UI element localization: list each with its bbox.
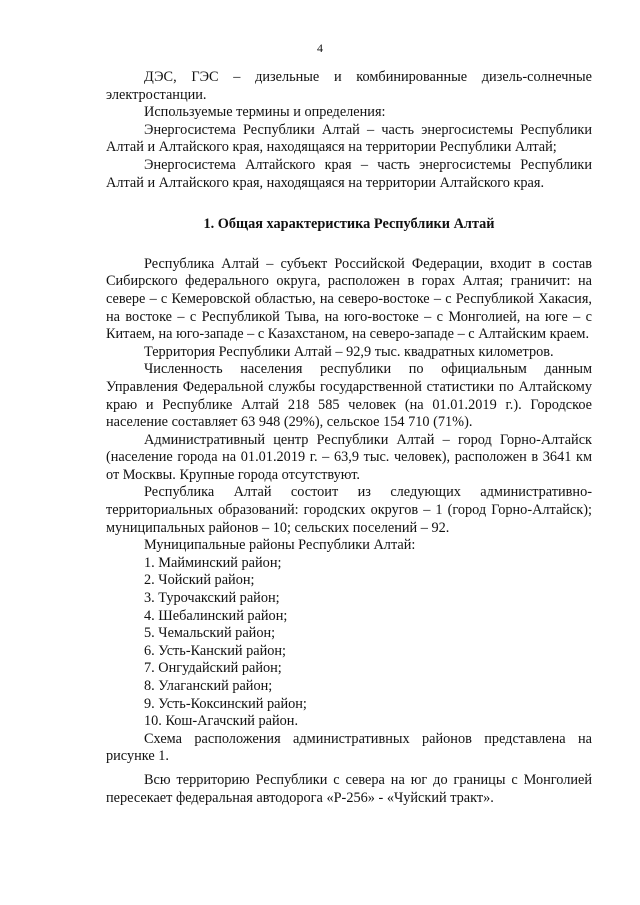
list-item: 4. Шебалинский район; [144,607,288,624]
list-item: 5. Чемальский район; [144,625,276,642]
section-paragraph: Республика Алтай – субъект Российской Федерации, входит в состав Сибирского федерального округа, расположен в горах Алтая; граничит: на севере – с Кемеровской областью, на северо-востоке – с Республикой Хакасия, на востоке – с Республикой Тыва, на юго-востоке – с Монголией, на юге – с Китаем, на юго-западе – с Казахстаном, на северо-западе – с Алтайским краем. [106,255,592,343]
closing-paragraph: Схема расположения административных районов представлена на рисунке 1. [106,730,592,765]
list-item: 3. Турочакский район; [144,590,280,607]
list-item: 6. Усть-Канский район; [144,642,287,659]
list-item: 10. Кош-Агачский район. [144,713,299,730]
list-item: 2. Чойский район; [144,572,255,589]
intro-paragraph: Энергосистема Алтайского края – часть энергосистемы Республики Алтай и Алтайского края, находящаяся на территории Алтайского края. [106,156,592,191]
section-paragraph: Численность населения республики по официальным данным Управления Федеральной службы государственной статистики по Алтайскому краю и Республике Алтай 218 585 человек (на 01.01.2019 г.). Городское население составляет 63 948 (29%), сельское 154 710 (71%). [106,361,592,431]
document-body [106,69,592,807]
section-heading: 1. Общая характеристика Республики Алтай [203,216,495,233]
district-list [106,555,592,731]
list-item: 7. Онгудайский район; [144,660,282,677]
section-paragraph: Административный центр Республики Алтай – город Горно-Алтайск (население города на 01.01.2019 г. – 63,9 тыс. человек), расположен в 3641 км от Москвы. Крупные города отсутствуют. [106,431,592,483]
closing-paragraph: Всю территорию Республики с севера на юг до границы с Монголией пересекает федеральная автодорога «Р-256» - «Чуйский тракт». [106,771,592,806]
intro-paragraph: Энергосистема Республики Алтай – часть энергосистемы Республики Алтай и Алтайского края, находящаяся на территории Республики Алтай; [106,121,592,156]
intro-paragraph: ДЭС, ГЭС – дизельные и комбинированные дизель-солнечные электростанции. [106,69,592,103]
section-paragraph: Муниципальные районы Республики Алтай: [144,537,416,554]
list-item: 8. Улаганский район; [144,678,273,694]
page-number: 4 [317,41,323,55]
intro-paragraph: Используемые термины и определения: [144,104,386,121]
section-paragraph: Территория Республики Алтай – 92,9 тыс. квадратных километров. [144,343,554,360]
list-item: 9. Усть-Коксинский район; [144,695,307,712]
list-item: 1. Майминский район; [144,554,282,571]
section-paragraph: Республика Алтай состоит из следующих административно-территориальных образований: городских округов – 1 (город Горно-Алтайск); муниципальных районов – 10; сельских поселений – 92. [106,484,592,536]
